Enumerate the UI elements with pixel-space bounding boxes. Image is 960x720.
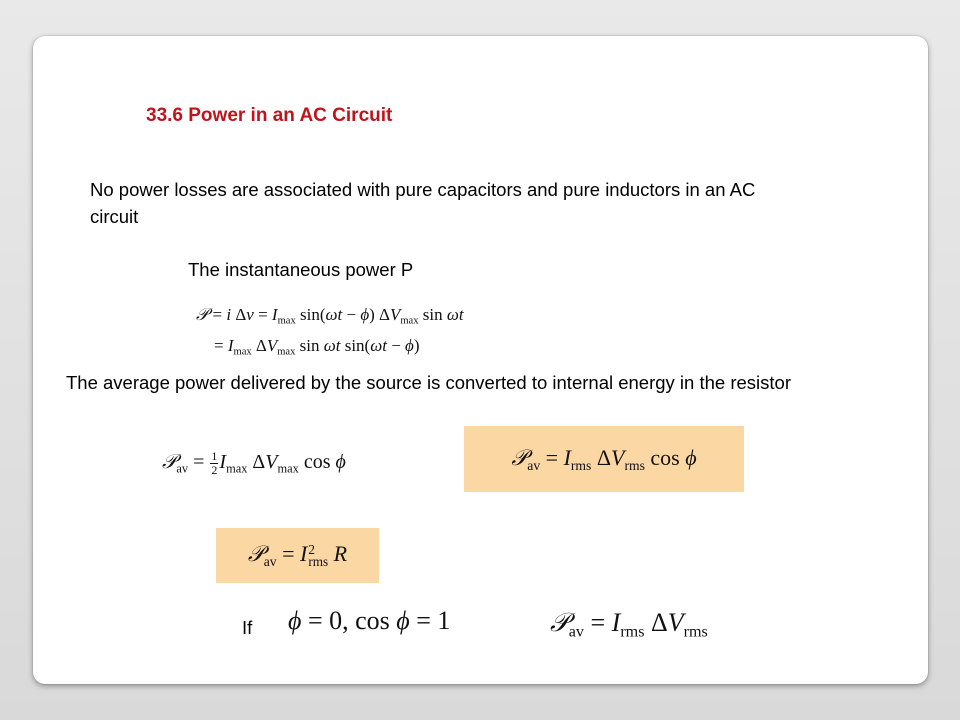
paragraph-average-power: The average power delivered by the source is converted to internal energy in the resistor <box>66 372 791 393</box>
highlighted-equation-rms-power: 𝒫$_{av}$ = $I_{rms}$ $\Delta V_{rms}$ cos ϕ <box>464 426 744 492</box>
equation-instantaneous-power: 𝒫 = i $\Delta v = I_{max}$ sin(ωt − ϕ) $\Delta V_{max}$ sin ωt = $I_{max}$ $\Delta V_{max}$ sin ωt sin(ωt − ϕ) <box>196 305 464 358</box>
paragraph-instantaneous-power: The instantaneous power P <box>188 259 414 280</box>
equation-phi-zero: ϕ = 0, cos ϕ = 1 <box>288 606 451 635</box>
equation-average-power-max: 𝒫$_{av}$ = $\frac{1}{2}$ $I_{max}$ $\Delta V_{max}$ cos ϕ <box>162 449 346 477</box>
if-label: If <box>242 617 253 638</box>
paragraph-power-losses: No power losses are associated with pure capacitors and pure inductors in an AC circuit <box>90 179 756 227</box>
slide-title: 33.6 Power in an AC Circuit <box>146 105 393 126</box>
slide <box>33 36 928 684</box>
equation-power-rms-product: 𝒫$_{av}$ = $I_{rms}$ $\Delta V_{rms}$ <box>550 608 708 641</box>
highlighted-equation-resistor-power: 𝒫$_{av}$ = I 2 rms R <box>216 528 379 583</box>
